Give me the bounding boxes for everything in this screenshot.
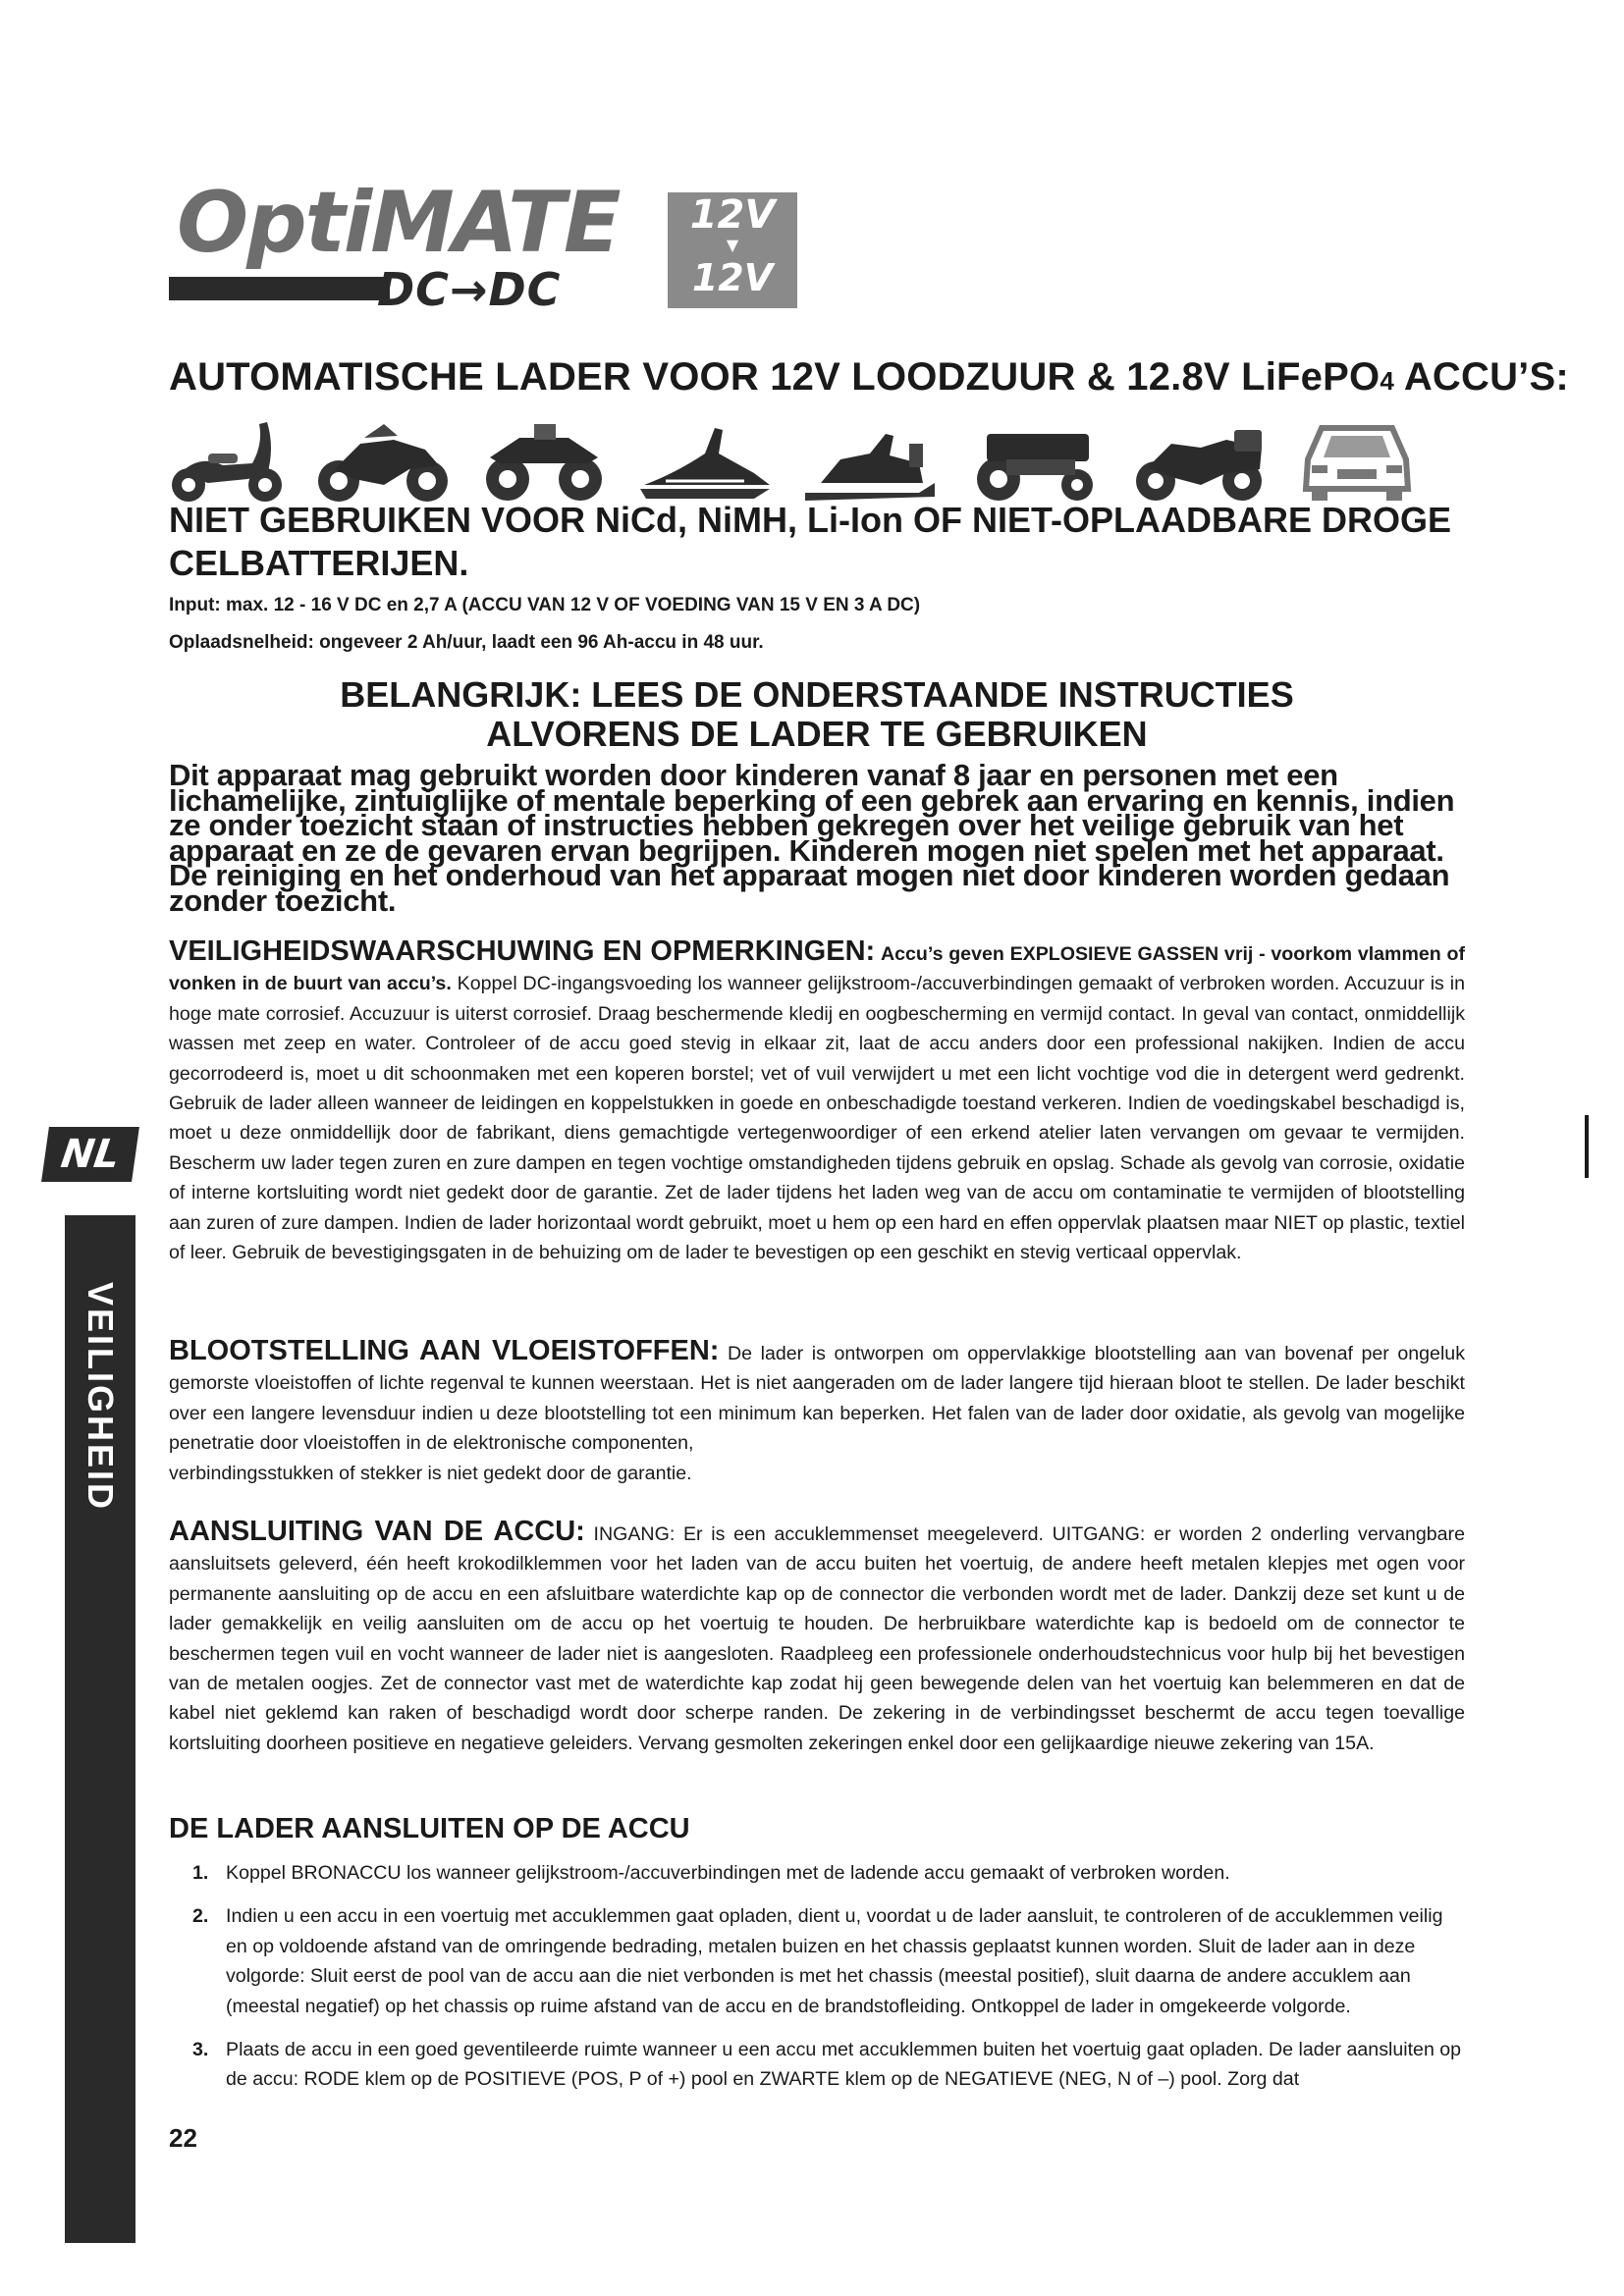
- important-heading: [169, 675, 1465, 754]
- logo-bar: [169, 277, 390, 300]
- atv-icon: [480, 414, 608, 505]
- safety-heading: VEILIGHEIDSWAARSCHUWING EN OPMERKINGEN:: [169, 935, 876, 967]
- connection-body: INGANG: Er is een accuklemmenset meegeleverd. UITGANG: er worden 2 onderling vervangbare aansluitsets geleverd, één heeft krokodilklemmen voor het laden van de accu buiten het voertuig, de andere heeft metalen klepjes met ogen voor permanente aansluiting op de accu en een afsluitbare waterdichte kap op de connector die verbonden wordt met de lader. Dankzij deze set kunt u de lader gemakkelijk en veilig aansluiten om de accu op het voertuig te houden. De herbruikbare waterdichte kap is bedoeld om de connector te beschermen tegen vuil en vocht wanneer de lader niet is aangesloten. Raadpleeg een professionele onderhoudstechnicus voor hulp bij het bevestigen van de metalen oogjes. Zet de connector vast met de waterdichte kap zodat hij geen bewegende delen van het voertuig kan belemmeren en dat de kabel niet geklemd kan raken of beschadigd wordt door scherpe randen. De zekering in de verbindingsset beschermt de accu tegen toevallige kortsluiting doorheen positieve en negatieve geleiders. Vervang gesmolten zekeringen enkel door een gelijkaardige nieuwe zekering van 15A.: [169, 1523, 1465, 1754]
- list-item: 2. Indien u een accu in een voertuig met accuklemmen gaat opladen, dient u, voordat u de lader aansluit, te controleren of de accuklemmen veilig en op voldoende afstand van de omringende bedrading, metalen buizen en het chassis geplaatst kunnen worden. Sluit de lader aan in deze volgorde: Sluit eerst de pool van de accu aan die niet verbonden is met het chassis (meestal positief), sluit daarna de andere accuklem aan (meestal negatief) op het chassis op ruime afstand van de accu en de brandstofleiding. Ontkoppel de lader in omgekeerde volgorde.: [192, 1905, 1443, 2017]
- list-item: 3. Plaats de accu in een goed geventileerde ruimte wanneer u een accu met accuklemmen buiten het voertuig gaat opladen. De lader aansluiten op de accu: RODE klem op de POSITIEVE (POS, P of +) pool en ZWARTE klem op de NEGATIEVE (NEG, N of –) pool. Zorg dat: [192, 2039, 1462, 2091]
- logo-brand: OptiMATE: [177, 174, 620, 272]
- logo-subtitle: DC→DC: [377, 263, 562, 316]
- list-item: 1. Koppel BRONACCU los wanneer gelijkstroom-/accuverbindingen met de ladende accu gemaakt of verbroken worden.: [192, 1862, 1230, 1884]
- badge-input-voltage: 12V: [689, 192, 776, 238]
- touring-motorcycle-icon: [1132, 414, 1270, 505]
- vehicle-icons-row: [169, 410, 1416, 505]
- safety-section: [169, 936, 1465, 1267]
- important-line-1: BELANGRIJK: LEES DE ONDERSTAANDE INSTRUCTIES: [340, 674, 1294, 715]
- lawnmower-icon: [967, 414, 1105, 505]
- margin-marker: [1585, 1115, 1589, 1178]
- badge-output-rating: 12V 2A: [691, 256, 774, 348]
- jetski-icon: [636, 414, 774, 505]
- section-tab-label: VEILIGHEID: [81, 1281, 121, 1513]
- important-line-2: ALVORENS DE LADER TE GEBRUIKEN: [486, 714, 1148, 754]
- voltage-badge: [668, 192, 797, 348]
- snowmobile-icon: [801, 414, 939, 505]
- scooter-icon: [169, 414, 287, 505]
- input-spec: Input: max. 12 - 16 V DC en 2,7 A (ACCU VAN 12 V OF VOEDING VAN 15 V EN 3 A DC): [169, 595, 921, 615]
- liquid-body-tail: verbindingsstukken of stekker is niet gedekt door de garantie.: [169, 1462, 692, 1484]
- connecting-steps: [169, 1858, 1465, 2109]
- car-icon: [1298, 414, 1416, 505]
- safety-body: Koppel DC-ingangsvoeding los wanneer gelijkstroom-/accuverbindingen gemaakt of verbroken worden. Accuzuur is in hoge mate corrosief. Accuzuur is uiterst corrosief. Draag beschermende kledij en oogbescherming en vermijd contact. In geval van contact, onmiddellijk wassen met zeep en water. Controleer of de accu goed stevig in elkaar zit, laat de accu anders door een professional nakijken. Indien de accu gecorrodeerd is, moet u dit schoonmaken met een koperen borstel; vet of vuil verwijdert u met een licht vochtige vod die in detergent werd gedrenkt. Gebruik de lader alleen wanneer de leidingen en koppelstukken in goede en onbeschadigde toestand verkeren. Indien de voedingskabel beschadigd is, moet u deze onmiddellijk door de fabrikant, diens gemachtigde vertegenwoordiger of een erkend atelier laten vervangen om gevaar te vermijden. Bescherm uw lader tegen zuren en zure dampen en tegen vochtige omstandigheden tijdens gebruik en opslag. Schade als gevolg van corrosie, oxidatie of interne kortsluiting wordt niet gedekt door de garantie. Zet de lader tijdens het laden weg van de accu om contaminatie te vermijden of blootstelling aan zuren of zure dampen. Indien de lader horizontaal wordt gebruikt, moet u hem op een hard en effen oppervlak plaatsen maar NIET op plastic, textiel of leer. Gebruik de bevestigingsgaten in de behuizing om de lader te bevestigen op een geschikt en stevig verticaal oppervlak.: [169, 973, 1465, 1264]
- safety-bold-lead: Accu’s geven EXPLOSIEVE GASSEN vrij - voorkom vlammen of vonken in de buurt van accu’s.: [169, 943, 1466, 995]
- language-badge: NL: [41, 1127, 139, 1182]
- optimate-logo: [169, 174, 807, 348]
- page-title: AUTOMATISCHE LADER VOOR 12V LOODZUUR & 12.8V LiFePO4 ACCU’S:: [169, 355, 1569, 399]
- liquid-section: [169, 1336, 1465, 1488]
- connection-section: [169, 1517, 1465, 1758]
- connection-heading: AANSLUITING VAN DE ACCU:: [169, 1516, 585, 1547]
- page-number: 22: [169, 2123, 197, 2153]
- badge-arrow-icon: ▼: [726, 236, 739, 254]
- sportbike-icon: [315, 414, 453, 505]
- liquid-body: De lader is ontworpen om oppervlakkige blootstelling aan van bovenaf per ongeluk gemorste vloeistoffen of lichte regenval te kunnen weerstaan. Het is niet aangeraden om de lader langere tijd hieraan bloot te stellen. De lader beschikt over een langere levensduur indien u deze blootstelling tot een minimum kan beperken. Het falen van de lader door oxidatie, als gevolg van mogelijke penetratie door vloeistoffen in de elektronische componenten,: [169, 1343, 1465, 1455]
- liquid-heading: BLOOTSTELLING AAN VLOEISTOFFEN:: [169, 1335, 720, 1366]
- battery-type-warning: NIET GEBRUIKEN VOOR NiCd, NiMH, Li-Ion OF NIET-OPLAADBARE DROGE CELBATTERIJEN.: [169, 500, 1452, 583]
- children-notice: Dit apparaat mag gebruikt worden door kinderen vanaf 8 jaar en personen met een lichamelijke, zintuiglijke of mentale beperking of een gebrek aan ervaring en kennis, indien ze onder toezicht staan of instructies hebben gekregen over het veilige gebruik van het apparaat en ze de gevaren ervan begrijpen. Kinderen mogen niet spelen met het apparaat. De reiniging en het onderhoud van het apparaat mogen niet door kinderen worden gedaan zonder toezicht.: [169, 758, 1455, 918]
- connecting-heading: DE LADER AANSLUITEN OP DE ACCU: [169, 1813, 690, 1844]
- charge-rate-spec: Oplaadsnelheid: ongeveer 2 Ah/uur, laadt een 96 Ah-accu in 48 uur.: [169, 632, 764, 653]
